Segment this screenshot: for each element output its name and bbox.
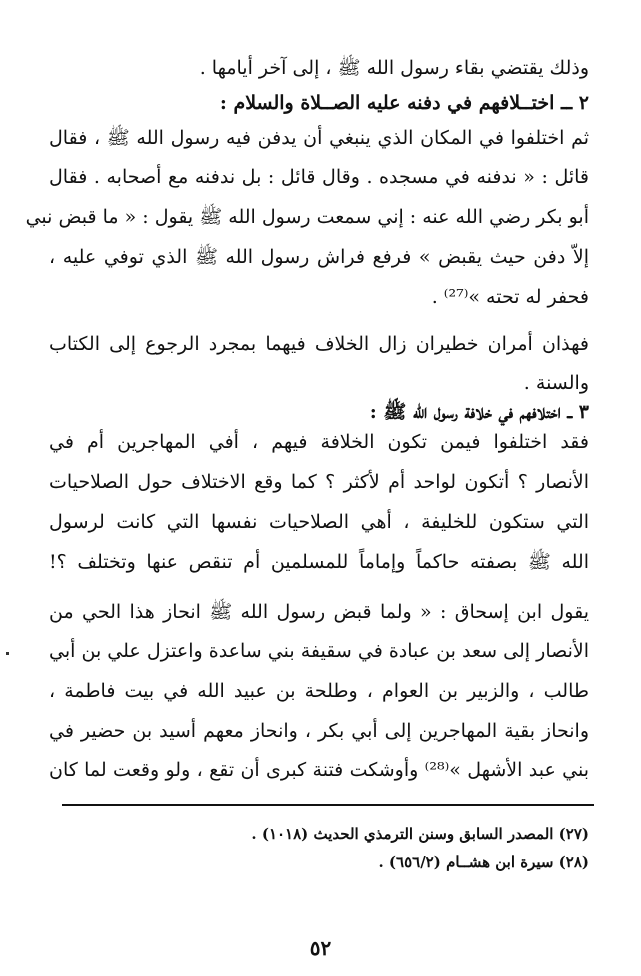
footnote: (٢٨) سيرة ابن هشــام (٦٥٦/٢) . — [378, 853, 589, 871]
footnote: (٢٧) المصدر السابق وسنن الترمذي الحديث (١٠١٨) . — [251, 825, 589, 843]
page-number: ٥٢ — [309, 936, 332, 960]
text-line: الله ﷺ بصفته حاكماً وإماماً للمسلمين أم تنقص عنها وتختلف ؟! — [49, 551, 589, 573]
text-line: بني عبد الأشهل »⁽²⁸⁾ وأوشكت فتنة كبرى أن تقع ، ولو وقعت لما كان — [49, 759, 590, 781]
text-line: الأنصار إلى سعد بن عبادة في سقيفة بني ساعدة واعتزل علي بن أبي — [49, 640, 589, 662]
footnote-divider — [62, 804, 594, 806]
section-heading: ٢ ــ اختــلافهم في دفنه عليه الصــلاة والسلام : — [219, 92, 589, 114]
text-line: التي ستكون للخليفة ، أهي الصلاحيات نفسها التي كانت لرسول — [49, 511, 589, 533]
text-line: قائل : « ندفنه في مسجده . وقال قائل : بل ندفنه مع أصحابه . فقال — [49, 166, 589, 188]
text-line: فهذان أمران خطيران زال الخلاف فيهما بمجرد الرجوع إلى الكتاب — [49, 333, 589, 355]
text-line: والسنة . — [523, 372, 589, 394]
text-line: ثم اختلفوا في المكان الذي ينبغي أن يدفن فيه رسول الله ﷺ ، فقال — [49, 127, 589, 149]
text-line: طالب ، والزبير بن العوام ، وطلحة بن عبيد الله في بيت فاطمة ، — [49, 680, 589, 702]
text-line: يقول ابن إسحاق : « ولما قبض رسول الله ﷺ انحاز هذا الحي من — [49, 601, 589, 623]
text-line: وذلك يقتضي بقاء رسول الله ﷺ ، إلى آخر أيامها . — [199, 57, 589, 79]
section-heading: ٣ ــ اختلافهم في خلافة رسول الله ﷺ : — [369, 401, 589, 423]
text-line: فقد اختلفوا فيمن تكون الخلافة فيهم ، أفي المهاجرين أم في — [49, 431, 589, 453]
margin-mark — [6, 652, 9, 655]
text-line: أبو بكر رضي الله عنه : إني سمعت رسول الله ﷺ يقول : « ما قبض نبي — [25, 206, 589, 228]
text-line: إلاّ دفن حيث يقبض » فرفع فراش رسول الله ﷺ الذي توفي عليه ، — [49, 246, 589, 268]
text-line: وانحاز بقية المهاجرين إلى أبي بكر ، وانحاز معهم أسيد بن حضير في — [49, 720, 589, 742]
text-line: فحفر له تحته »⁽²⁷⁾ . — [431, 286, 589, 308]
text-line: الأنصار ؟ أتكون لواحد أم لأكثر ؟ كما وقع الاختلاف حول الصلاحيات — [49, 471, 589, 493]
